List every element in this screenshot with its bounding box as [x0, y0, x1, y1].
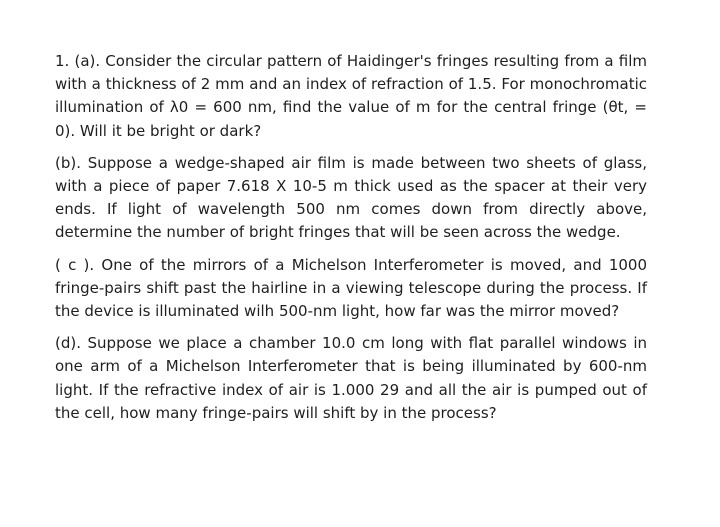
problem-1d: (d). Suppose we place a chamber 10.0 cm long with flat parallel windows in one arm of a Michelson Interferometer that is being illuminated by 600-nm light. If the refractive index of air is 1.000 29 and all the air is pumped out of the cell, how many fringe-pairs will shift by in the process?: [55, 334, 647, 422]
problem-1c: ( c ). One of the mirrors of a Michelson Interferometer is moved, and 1000 fringe-pairs shift past the hairline in a viewing telescope during the process. If the device is illuminated wilh 500-nm light, how far was the mirror moved?: [55, 255, 647, 321]
problem-set: [55, 50, 647, 425]
problem-1b: (b). Suppose a wedge-shaped air film is made between two sheets of glass, with a piece of paper 7.618 X 10-5 m thick used as the spacer at their very ends. If light of wavelength 500 nm comes down from directly above, determine the number of bright fringes that will be seen across the wedge.: [55, 153, 647, 242]
problem-1a: 1. (a). Consider the circular pattern of Haidinger's fringes resulting from a film with a thickness of 2 mm and an index of refraction of 1.5. For monochromatic illumination of λ0 = 600 nm, find the value of m for the central fringe (θt, = 0). Will it be bright or dark?: [55, 52, 647, 140]
